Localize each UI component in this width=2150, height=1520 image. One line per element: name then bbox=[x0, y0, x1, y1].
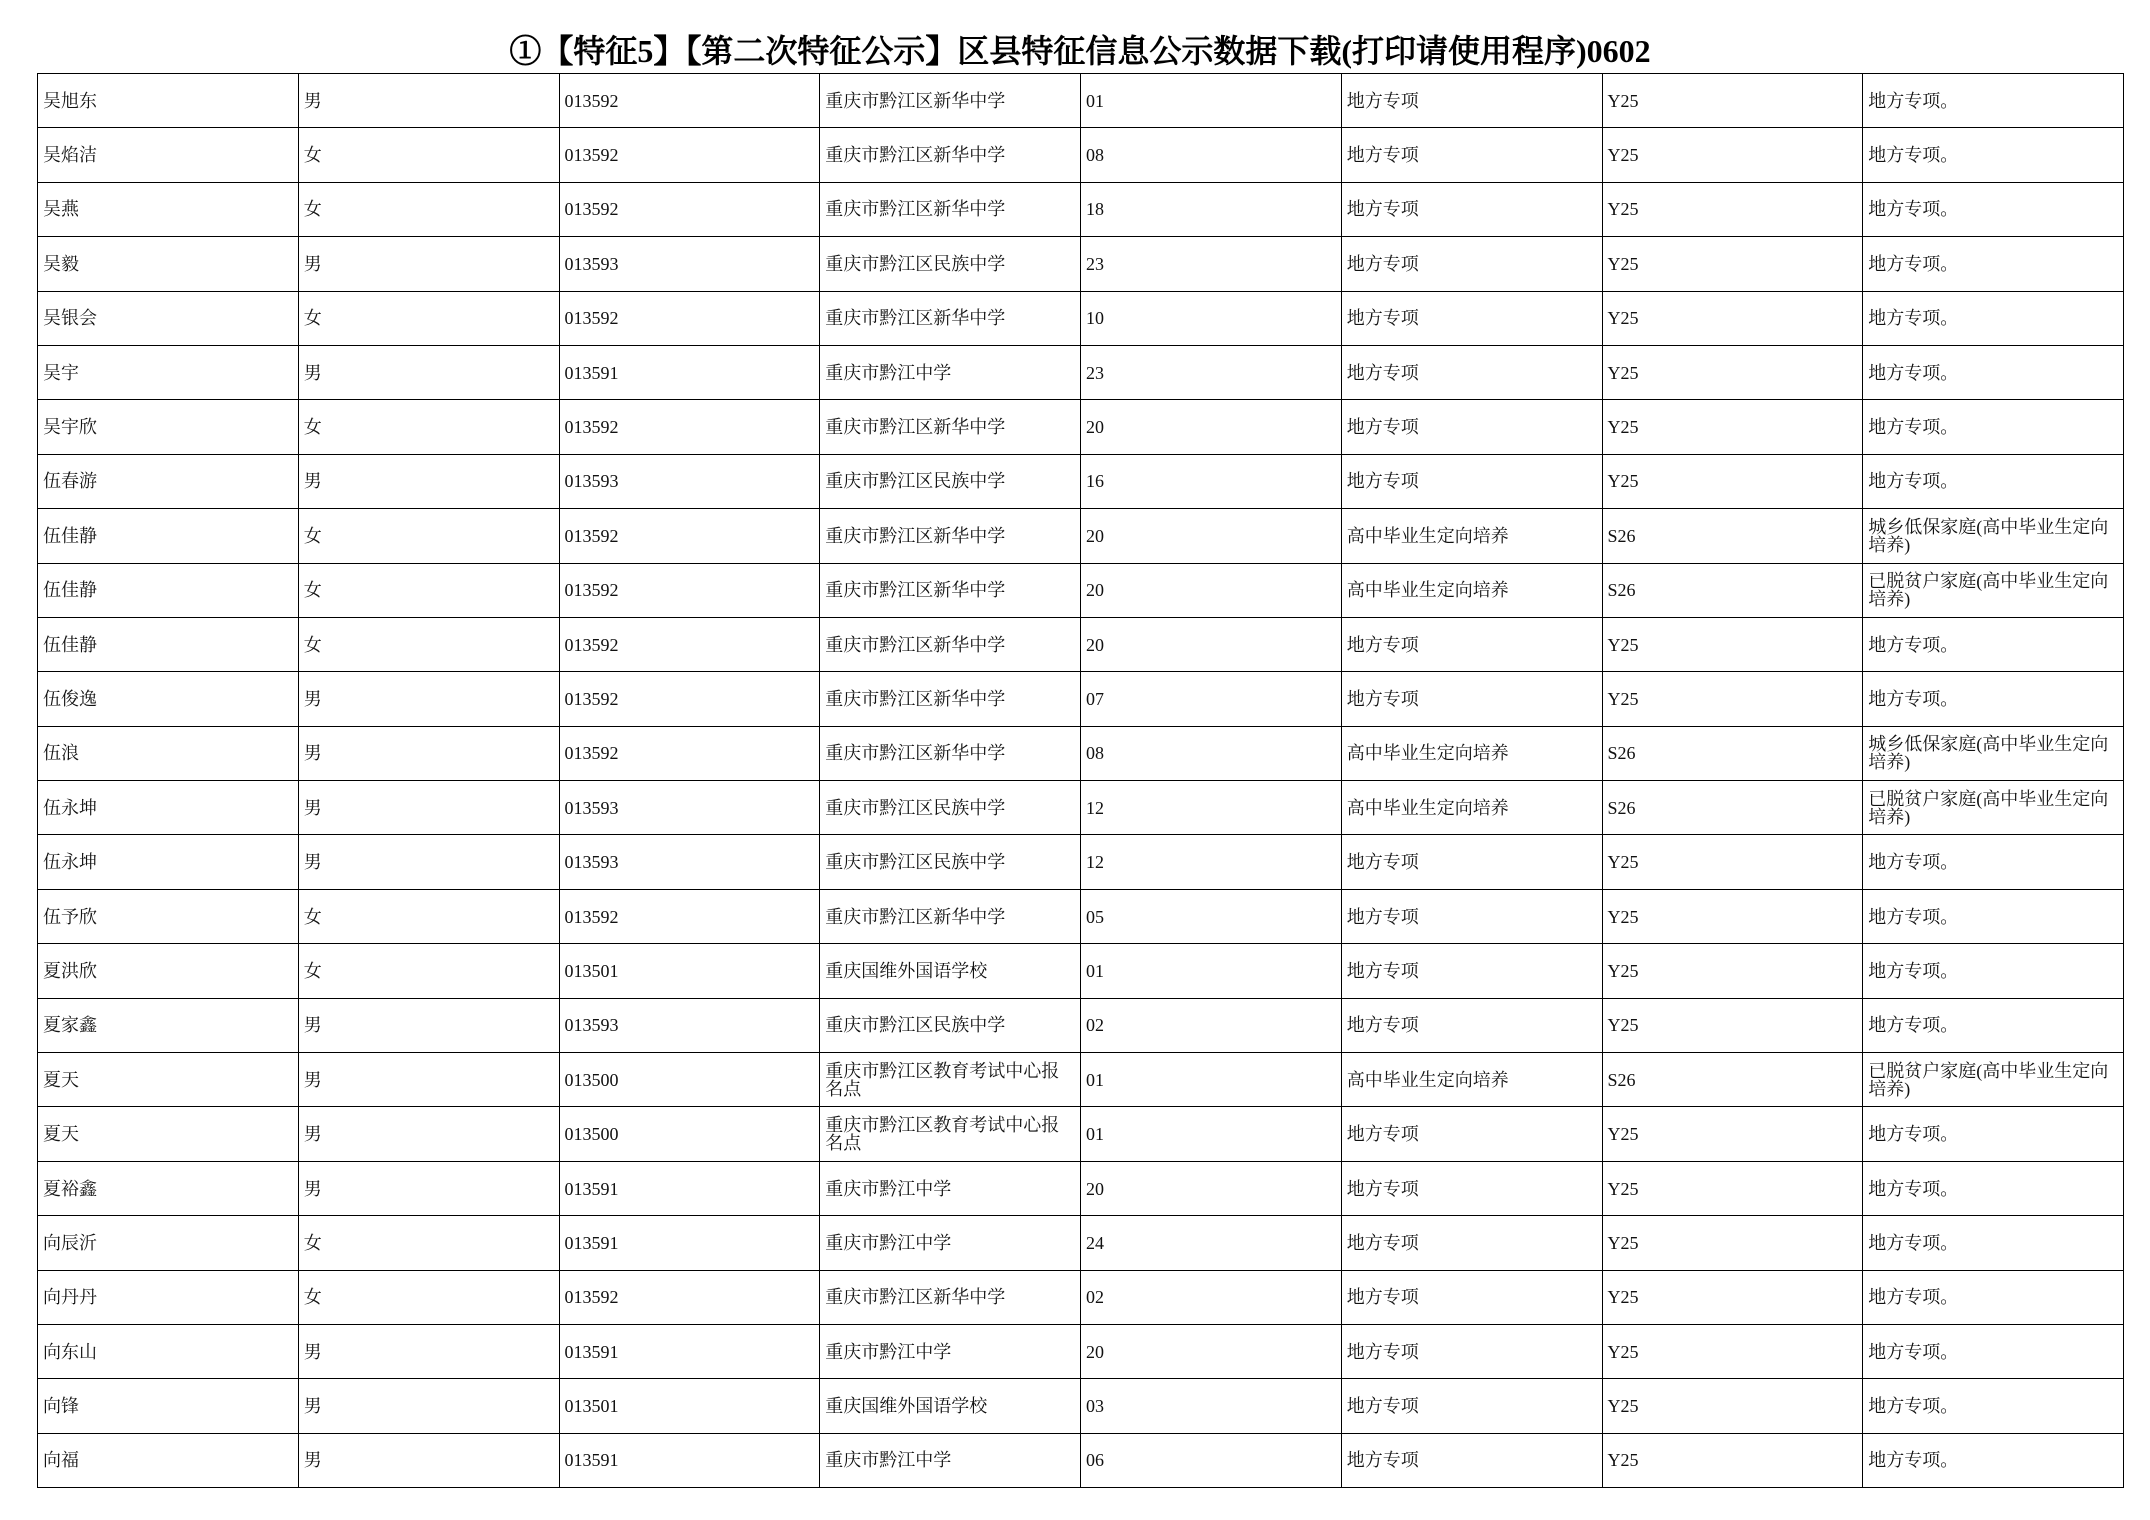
gender-cell: 女 bbox=[298, 1270, 559, 1324]
name-cell: 吴宇 bbox=[38, 345, 299, 399]
category-cell: 地方专项 bbox=[1341, 944, 1602, 998]
category-cell: 高中毕业生定向培养 bbox=[1341, 781, 1602, 835]
category-cell: 地方专项 bbox=[1341, 182, 1602, 236]
category-cell: 高中毕业生定向培养 bbox=[1341, 726, 1602, 780]
school-code-cell: 013591 bbox=[559, 1161, 820, 1215]
table-row bbox=[38, 944, 2124, 998]
category-cell: 地方专项 bbox=[1341, 1379, 1602, 1433]
remark-cell: 地方专项。 bbox=[1863, 291, 2124, 345]
class-cell: 05 bbox=[1081, 889, 1342, 943]
gender-cell: 男 bbox=[298, 998, 559, 1052]
class-cell: 03 bbox=[1081, 1379, 1342, 1433]
remark-cell: 地方专项。 bbox=[1863, 1379, 2124, 1433]
class-cell: 16 bbox=[1081, 454, 1342, 508]
table-row bbox=[38, 74, 2124, 128]
remark-cell: 地方专项。 bbox=[1863, 237, 2124, 291]
school-code-cell: 013593 bbox=[559, 998, 820, 1052]
table-row bbox=[38, 672, 2124, 726]
class-cell: 20 bbox=[1081, 617, 1342, 671]
school-code-cell: 013592 bbox=[559, 1270, 820, 1324]
category-code-cell: Y25 bbox=[1602, 1161, 1863, 1215]
category-cell: 地方专项 bbox=[1341, 454, 1602, 508]
category-code-cell: Y25 bbox=[1602, 617, 1863, 671]
category-cell: 地方专项 bbox=[1341, 835, 1602, 889]
table-row bbox=[38, 400, 2124, 454]
gender-cell: 男 bbox=[298, 726, 559, 780]
gender-cell: 女 bbox=[298, 182, 559, 236]
category-code-cell: Y25 bbox=[1602, 454, 1863, 508]
category-code-cell: Y25 bbox=[1602, 1379, 1863, 1433]
school-name-cell: 重庆市黔江区新华中学 bbox=[820, 182, 1081, 236]
category-cell: 地方专项 bbox=[1341, 1107, 1602, 1161]
class-cell: 12 bbox=[1081, 781, 1342, 835]
gender-cell: 女 bbox=[298, 1216, 559, 1270]
remark-cell: 地方专项。 bbox=[1863, 1107, 2124, 1161]
category-code-cell: Y25 bbox=[1602, 400, 1863, 454]
school-code-cell: 013501 bbox=[559, 1379, 820, 1433]
category-code-cell: Y25 bbox=[1602, 345, 1863, 399]
school-name-cell: 重庆市黔江区新华中学 bbox=[820, 889, 1081, 943]
school-name-cell: 重庆国维外国语学校 bbox=[820, 1379, 1081, 1433]
remark-cell: 地方专项。 bbox=[1863, 1433, 2124, 1487]
remark-cell: 已脱贫户家庭(高中毕业生定向培养) bbox=[1863, 1053, 2124, 1107]
remark-cell: 已脱贫户家庭(高中毕业生定向培养) bbox=[1863, 781, 2124, 835]
name-cell: 伍春游 bbox=[38, 454, 299, 508]
school-code-cell: 013592 bbox=[559, 128, 820, 182]
category-code-cell: S26 bbox=[1602, 509, 1863, 563]
table-row bbox=[38, 1053, 2124, 1107]
table-row bbox=[38, 291, 2124, 345]
class-cell: 20 bbox=[1081, 1161, 1342, 1215]
class-cell: 02 bbox=[1081, 1270, 1342, 1324]
category-cell: 高中毕业生定向培养 bbox=[1341, 1053, 1602, 1107]
name-cell: 伍浪 bbox=[38, 726, 299, 780]
class-cell: 02 bbox=[1081, 998, 1342, 1052]
school-name-cell: 重庆市黔江区新华中学 bbox=[820, 128, 1081, 182]
remark-cell: 地方专项。 bbox=[1863, 454, 2124, 508]
name-cell: 夏家鑫 bbox=[38, 998, 299, 1052]
gender-cell: 男 bbox=[298, 1053, 559, 1107]
gender-cell: 女 bbox=[298, 889, 559, 943]
table-row bbox=[38, 1107, 2124, 1161]
gender-cell: 女 bbox=[298, 617, 559, 671]
name-cell: 吴宇欣 bbox=[38, 400, 299, 454]
gender-cell: 男 bbox=[298, 781, 559, 835]
school-code-cell: 013593 bbox=[559, 781, 820, 835]
category-code-cell: Y25 bbox=[1602, 1324, 1863, 1378]
school-code-cell: 013592 bbox=[559, 726, 820, 780]
category-cell: 地方专项 bbox=[1341, 1161, 1602, 1215]
school-name-cell: 重庆市黔江区新华中学 bbox=[820, 617, 1081, 671]
school-name-cell: 重庆市黔江区教育考试中心报名点 bbox=[820, 1053, 1081, 1107]
class-cell: 01 bbox=[1081, 1053, 1342, 1107]
page-title: ①【特征5】【第二次特征公示】区县特征信息公示数据下载(打印请使用程序)0602 bbox=[509, 33, 1651, 69]
class-cell: 23 bbox=[1081, 345, 1342, 399]
category-code-cell: Y25 bbox=[1602, 889, 1863, 943]
school-name-cell: 重庆市黔江中学 bbox=[820, 345, 1081, 399]
category-code-cell: Y25 bbox=[1602, 998, 1863, 1052]
school-code-cell: 013591 bbox=[559, 345, 820, 399]
table-row bbox=[38, 617, 2124, 671]
school-name-cell: 重庆市黔江中学 bbox=[820, 1216, 1081, 1270]
class-cell: 24 bbox=[1081, 1216, 1342, 1270]
category-cell: 地方专项 bbox=[1341, 998, 1602, 1052]
class-cell: 06 bbox=[1081, 1433, 1342, 1487]
category-code-cell: Y25 bbox=[1602, 835, 1863, 889]
name-cell: 向丹丹 bbox=[38, 1270, 299, 1324]
remark-cell: 地方专项。 bbox=[1863, 400, 2124, 454]
table-row bbox=[38, 889, 2124, 943]
school-code-cell: 013592 bbox=[559, 291, 820, 345]
table-row bbox=[38, 1161, 2124, 1215]
remark-cell: 地方专项。 bbox=[1863, 1161, 2124, 1215]
name-cell: 向福 bbox=[38, 1433, 299, 1487]
category-code-cell: Y25 bbox=[1602, 291, 1863, 345]
gender-cell: 男 bbox=[298, 74, 559, 128]
table-row bbox=[38, 781, 2124, 835]
class-cell: 01 bbox=[1081, 1107, 1342, 1161]
school-name-cell: 重庆市黔江区民族中学 bbox=[820, 998, 1081, 1052]
name-cell: 向东山 bbox=[38, 1324, 299, 1378]
school-code-cell: 013591 bbox=[559, 1324, 820, 1378]
class-cell: 01 bbox=[1081, 74, 1342, 128]
gender-cell: 男 bbox=[298, 1433, 559, 1487]
category-cell: 地方专项 bbox=[1341, 617, 1602, 671]
remark-cell: 城乡低保家庭(高中毕业生定向培养) bbox=[1863, 726, 2124, 780]
school-name-cell: 重庆市黔江区新华中学 bbox=[820, 563, 1081, 617]
remark-cell: 地方专项。 bbox=[1863, 617, 2124, 671]
class-cell: 10 bbox=[1081, 291, 1342, 345]
table-row bbox=[38, 182, 2124, 236]
name-cell: 伍永坤 bbox=[38, 835, 299, 889]
name-cell: 吴毅 bbox=[38, 237, 299, 291]
category-code-cell: Y25 bbox=[1602, 944, 1863, 998]
table-row bbox=[38, 998, 2124, 1052]
remark-cell: 地方专项。 bbox=[1863, 1216, 2124, 1270]
school-name-cell: 重庆市黔江区新华中学 bbox=[820, 1270, 1081, 1324]
name-cell: 夏洪欣 bbox=[38, 944, 299, 998]
table-row bbox=[38, 128, 2124, 182]
category-cell: 地方专项 bbox=[1341, 237, 1602, 291]
school-name-cell: 重庆市黔江区民族中学 bbox=[820, 835, 1081, 889]
gender-cell: 男 bbox=[298, 454, 559, 508]
name-cell: 伍佳静 bbox=[38, 509, 299, 563]
school-name-cell: 重庆市黔江区新华中学 bbox=[820, 291, 1081, 345]
name-cell: 伍俊逸 bbox=[38, 672, 299, 726]
name-cell: 向锋 bbox=[38, 1379, 299, 1433]
school-code-cell: 013591 bbox=[559, 1433, 820, 1487]
category-cell: 地方专项 bbox=[1341, 400, 1602, 454]
table-row bbox=[38, 1324, 2124, 1378]
name-cell: 夏天 bbox=[38, 1053, 299, 1107]
school-name-cell: 重庆市黔江区新华中学 bbox=[820, 74, 1081, 128]
remark-cell: 地方专项。 bbox=[1863, 182, 2124, 236]
school-name-cell: 重庆市黔江区新华中学 bbox=[820, 400, 1081, 454]
school-name-cell: 重庆市黔江中学 bbox=[820, 1161, 1081, 1215]
school-code-cell: 013592 bbox=[559, 889, 820, 943]
school-code-cell: 013591 bbox=[559, 1216, 820, 1270]
school-code-cell: 013593 bbox=[559, 454, 820, 508]
class-cell: 23 bbox=[1081, 237, 1342, 291]
category-cell: 地方专项 bbox=[1341, 1433, 1602, 1487]
table-row bbox=[38, 835, 2124, 889]
school-code-cell: 013500 bbox=[559, 1107, 820, 1161]
remark-cell: 地方专项。 bbox=[1863, 835, 2124, 889]
category-cell: 地方专项 bbox=[1341, 1324, 1602, 1378]
gender-cell: 男 bbox=[298, 345, 559, 399]
school-code-cell: 013593 bbox=[559, 237, 820, 291]
name-cell: 夏天 bbox=[38, 1107, 299, 1161]
class-cell: 20 bbox=[1081, 1324, 1342, 1378]
class-cell: 18 bbox=[1081, 182, 1342, 236]
class-cell: 20 bbox=[1081, 400, 1342, 454]
category-code-cell: S26 bbox=[1602, 726, 1863, 780]
name-cell: 吴银会 bbox=[38, 291, 299, 345]
remark-cell: 地方专项。 bbox=[1863, 345, 2124, 399]
category-code-cell: Y25 bbox=[1602, 1270, 1863, 1324]
class-cell: 08 bbox=[1081, 128, 1342, 182]
data-table bbox=[37, 73, 2124, 1488]
category-code-cell: Y25 bbox=[1602, 182, 1863, 236]
gender-cell: 男 bbox=[298, 1324, 559, 1378]
remark-cell: 地方专项。 bbox=[1863, 672, 2124, 726]
category-code-cell: Y25 bbox=[1602, 128, 1863, 182]
remark-cell: 地方专项。 bbox=[1863, 889, 2124, 943]
table-row bbox=[38, 726, 2124, 780]
name-cell: 伍永坤 bbox=[38, 781, 299, 835]
class-cell: 12 bbox=[1081, 835, 1342, 889]
table-row bbox=[38, 237, 2124, 291]
name-cell: 吴焰洁 bbox=[38, 128, 299, 182]
category-code-cell: Y25 bbox=[1602, 1433, 1863, 1487]
school-name-cell: 重庆市黔江区新华中学 bbox=[820, 726, 1081, 780]
gender-cell: 男 bbox=[298, 1107, 559, 1161]
category-code-cell: S26 bbox=[1602, 563, 1863, 617]
category-cell: 地方专项 bbox=[1341, 672, 1602, 726]
table-row bbox=[38, 345, 2124, 399]
gender-cell: 女 bbox=[298, 291, 559, 345]
remark-cell: 地方专项。 bbox=[1863, 998, 2124, 1052]
school-code-cell: 013592 bbox=[559, 563, 820, 617]
category-cell: 地方专项 bbox=[1341, 345, 1602, 399]
remark-cell: 地方专项。 bbox=[1863, 1324, 2124, 1378]
name-cell: 伍佳静 bbox=[38, 563, 299, 617]
class-cell: 08 bbox=[1081, 726, 1342, 780]
gender-cell: 女 bbox=[298, 944, 559, 998]
school-code-cell: 013592 bbox=[559, 74, 820, 128]
school-name-cell: 重庆市黔江中学 bbox=[820, 1433, 1081, 1487]
category-cell: 高中毕业生定向培养 bbox=[1341, 509, 1602, 563]
gender-cell: 女 bbox=[298, 128, 559, 182]
class-cell: 20 bbox=[1081, 509, 1342, 563]
school-code-cell: 013501 bbox=[559, 944, 820, 998]
name-cell: 伍予欣 bbox=[38, 889, 299, 943]
table-row bbox=[38, 1379, 2124, 1433]
school-code-cell: 013593 bbox=[559, 835, 820, 889]
school-name-cell: 重庆市黔江区新华中学 bbox=[820, 509, 1081, 563]
category-cell: 高中毕业生定向培养 bbox=[1341, 563, 1602, 617]
name-cell: 吴旭东 bbox=[38, 74, 299, 128]
name-cell: 夏裕鑫 bbox=[38, 1161, 299, 1215]
table-row bbox=[38, 563, 2124, 617]
category-cell: 地方专项 bbox=[1341, 74, 1602, 128]
table-row bbox=[38, 1433, 2124, 1487]
school-code-cell: 013592 bbox=[559, 400, 820, 454]
remark-cell: 地方专项。 bbox=[1863, 1270, 2124, 1324]
school-name-cell: 重庆市黔江区新华中学 bbox=[820, 672, 1081, 726]
remark-cell: 地方专项。 bbox=[1863, 74, 2124, 128]
category-code-cell: S26 bbox=[1602, 1053, 1863, 1107]
school-code-cell: 013500 bbox=[559, 1053, 820, 1107]
name-cell: 吴燕 bbox=[38, 182, 299, 236]
name-cell: 伍佳静 bbox=[38, 617, 299, 671]
school-name-cell: 重庆市黔江区民族中学 bbox=[820, 454, 1081, 508]
school-code-cell: 013592 bbox=[559, 672, 820, 726]
school-code-cell: 013592 bbox=[559, 617, 820, 671]
gender-cell: 女 bbox=[298, 509, 559, 563]
gender-cell: 男 bbox=[298, 672, 559, 726]
category-cell: 地方专项 bbox=[1341, 128, 1602, 182]
category-cell: 地方专项 bbox=[1341, 889, 1602, 943]
gender-cell: 男 bbox=[298, 237, 559, 291]
remark-cell: 地方专项。 bbox=[1863, 944, 2124, 998]
table-row bbox=[38, 1270, 2124, 1324]
school-code-cell: 013592 bbox=[559, 509, 820, 563]
gender-cell: 男 bbox=[298, 1379, 559, 1433]
school-name-cell: 重庆市黔江区民族中学 bbox=[820, 781, 1081, 835]
remark-cell: 城乡低保家庭(高中毕业生定向培养) bbox=[1863, 509, 2124, 563]
school-name-cell: 重庆市黔江区民族中学 bbox=[820, 237, 1081, 291]
gender-cell: 女 bbox=[298, 400, 559, 454]
category-code-cell: S26 bbox=[1602, 781, 1863, 835]
category-cell: 地方专项 bbox=[1341, 1270, 1602, 1324]
category-code-cell: Y25 bbox=[1602, 1216, 1863, 1270]
remark-cell: 已脱贫户家庭(高中毕业生定向培养) bbox=[1863, 563, 2124, 617]
gender-cell: 男 bbox=[298, 1161, 559, 1215]
category-code-cell: Y25 bbox=[1602, 672, 1863, 726]
class-cell: 20 bbox=[1081, 563, 1342, 617]
table-row bbox=[38, 1216, 2124, 1270]
class-cell: 07 bbox=[1081, 672, 1342, 726]
school-name-cell: 重庆市黔江中学 bbox=[820, 1324, 1081, 1378]
category-cell: 地方专项 bbox=[1341, 291, 1602, 345]
category-code-cell: Y25 bbox=[1602, 237, 1863, 291]
school-name-cell: 重庆国维外国语学校 bbox=[820, 944, 1081, 998]
table-row bbox=[38, 454, 2124, 508]
gender-cell: 男 bbox=[298, 835, 559, 889]
remark-cell: 地方专项。 bbox=[1863, 128, 2124, 182]
category-code-cell: Y25 bbox=[1602, 74, 1863, 128]
class-cell: 01 bbox=[1081, 944, 1342, 998]
category-cell: 地方专项 bbox=[1341, 1216, 1602, 1270]
school-code-cell: 013592 bbox=[559, 182, 820, 236]
school-name-cell: 重庆市黔江区教育考试中心报名点 bbox=[820, 1107, 1081, 1161]
name-cell: 向辰沂 bbox=[38, 1216, 299, 1270]
table-row bbox=[38, 509, 2124, 563]
gender-cell: 女 bbox=[298, 563, 559, 617]
category-code-cell: Y25 bbox=[1602, 1107, 1863, 1161]
